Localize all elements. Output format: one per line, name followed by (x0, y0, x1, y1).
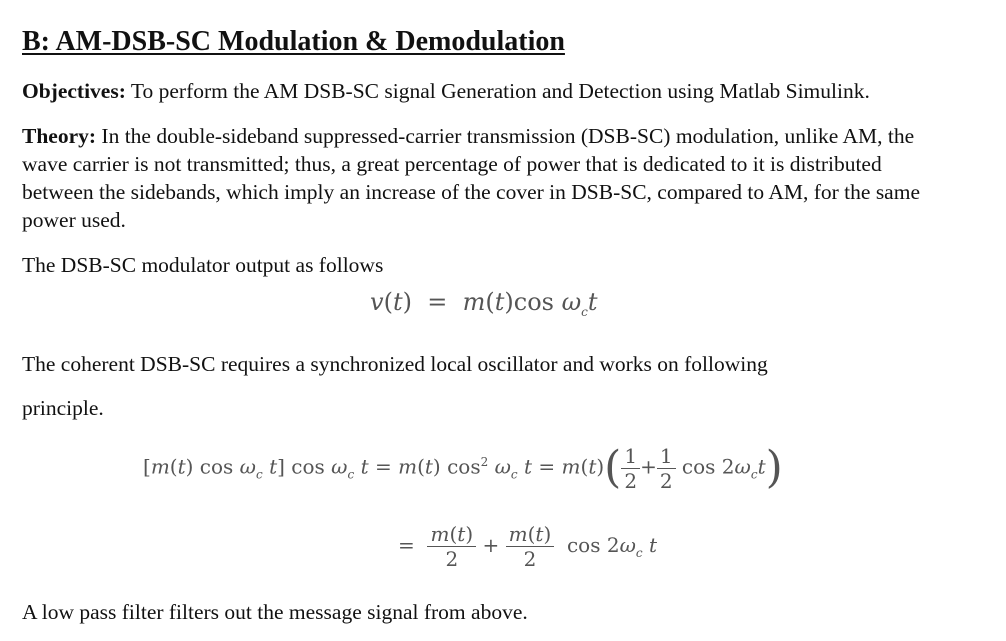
equation-result: = $\frac{m(t)}{2}$ + $\frac{m(t)}{2}$ $\cos 2\omega_c$ t (398, 522, 658, 571)
conclusion: A low pass filter filters out the message signal from above. (22, 600, 528, 624)
section-title: B: AM-DSB-SC Modulation & Demodulation (22, 26, 565, 57)
theory-line-1 (22, 122, 914, 150)
modulator-intro: The DSB-SC modulator output as follows (22, 253, 384, 277)
coherent-line-1: The coherent DSB-SC requires a synchronized local oscillator and works on following (22, 352, 768, 376)
objectives-text: To perform the AM DSB-SC signal Generation and Detection using Matlab Simulink. (125, 79, 870, 103)
theory-line-2: wave carrier is not transmitted; thus, a great percentage of power that is dedicated to it is distributed (22, 152, 882, 176)
objectives-label: Objectives: (22, 79, 126, 103)
theory-label: Theory: (22, 124, 97, 148)
theory-line-3: between the sidebands, which imply an increase of the cover in DSB-SC, compared to AM, for the same (22, 180, 920, 204)
theory-text-1: In the double-sideband suppressed-carrier transmission (DSB-SC) modulation, unlike AM, the (96, 124, 915, 148)
theory-line-4: power used. (22, 208, 126, 232)
coherent-line-2: principle. (22, 396, 104, 420)
equation-demodulation: [m(t) $\cos \omega_c$ t] $\cos \omega_c$ t = m(t) $\cos^2 \omega_c$ t = m(t)( $\frac{1}{2}$ + $\frac{1}{2}$ $\cos 2\omega_ct$) (143, 442, 783, 494)
objectives-paragraph (22, 77, 870, 105)
equation-modulator-output: v(t) = m(t)cos $\omega_ct$ (370, 288, 598, 319)
